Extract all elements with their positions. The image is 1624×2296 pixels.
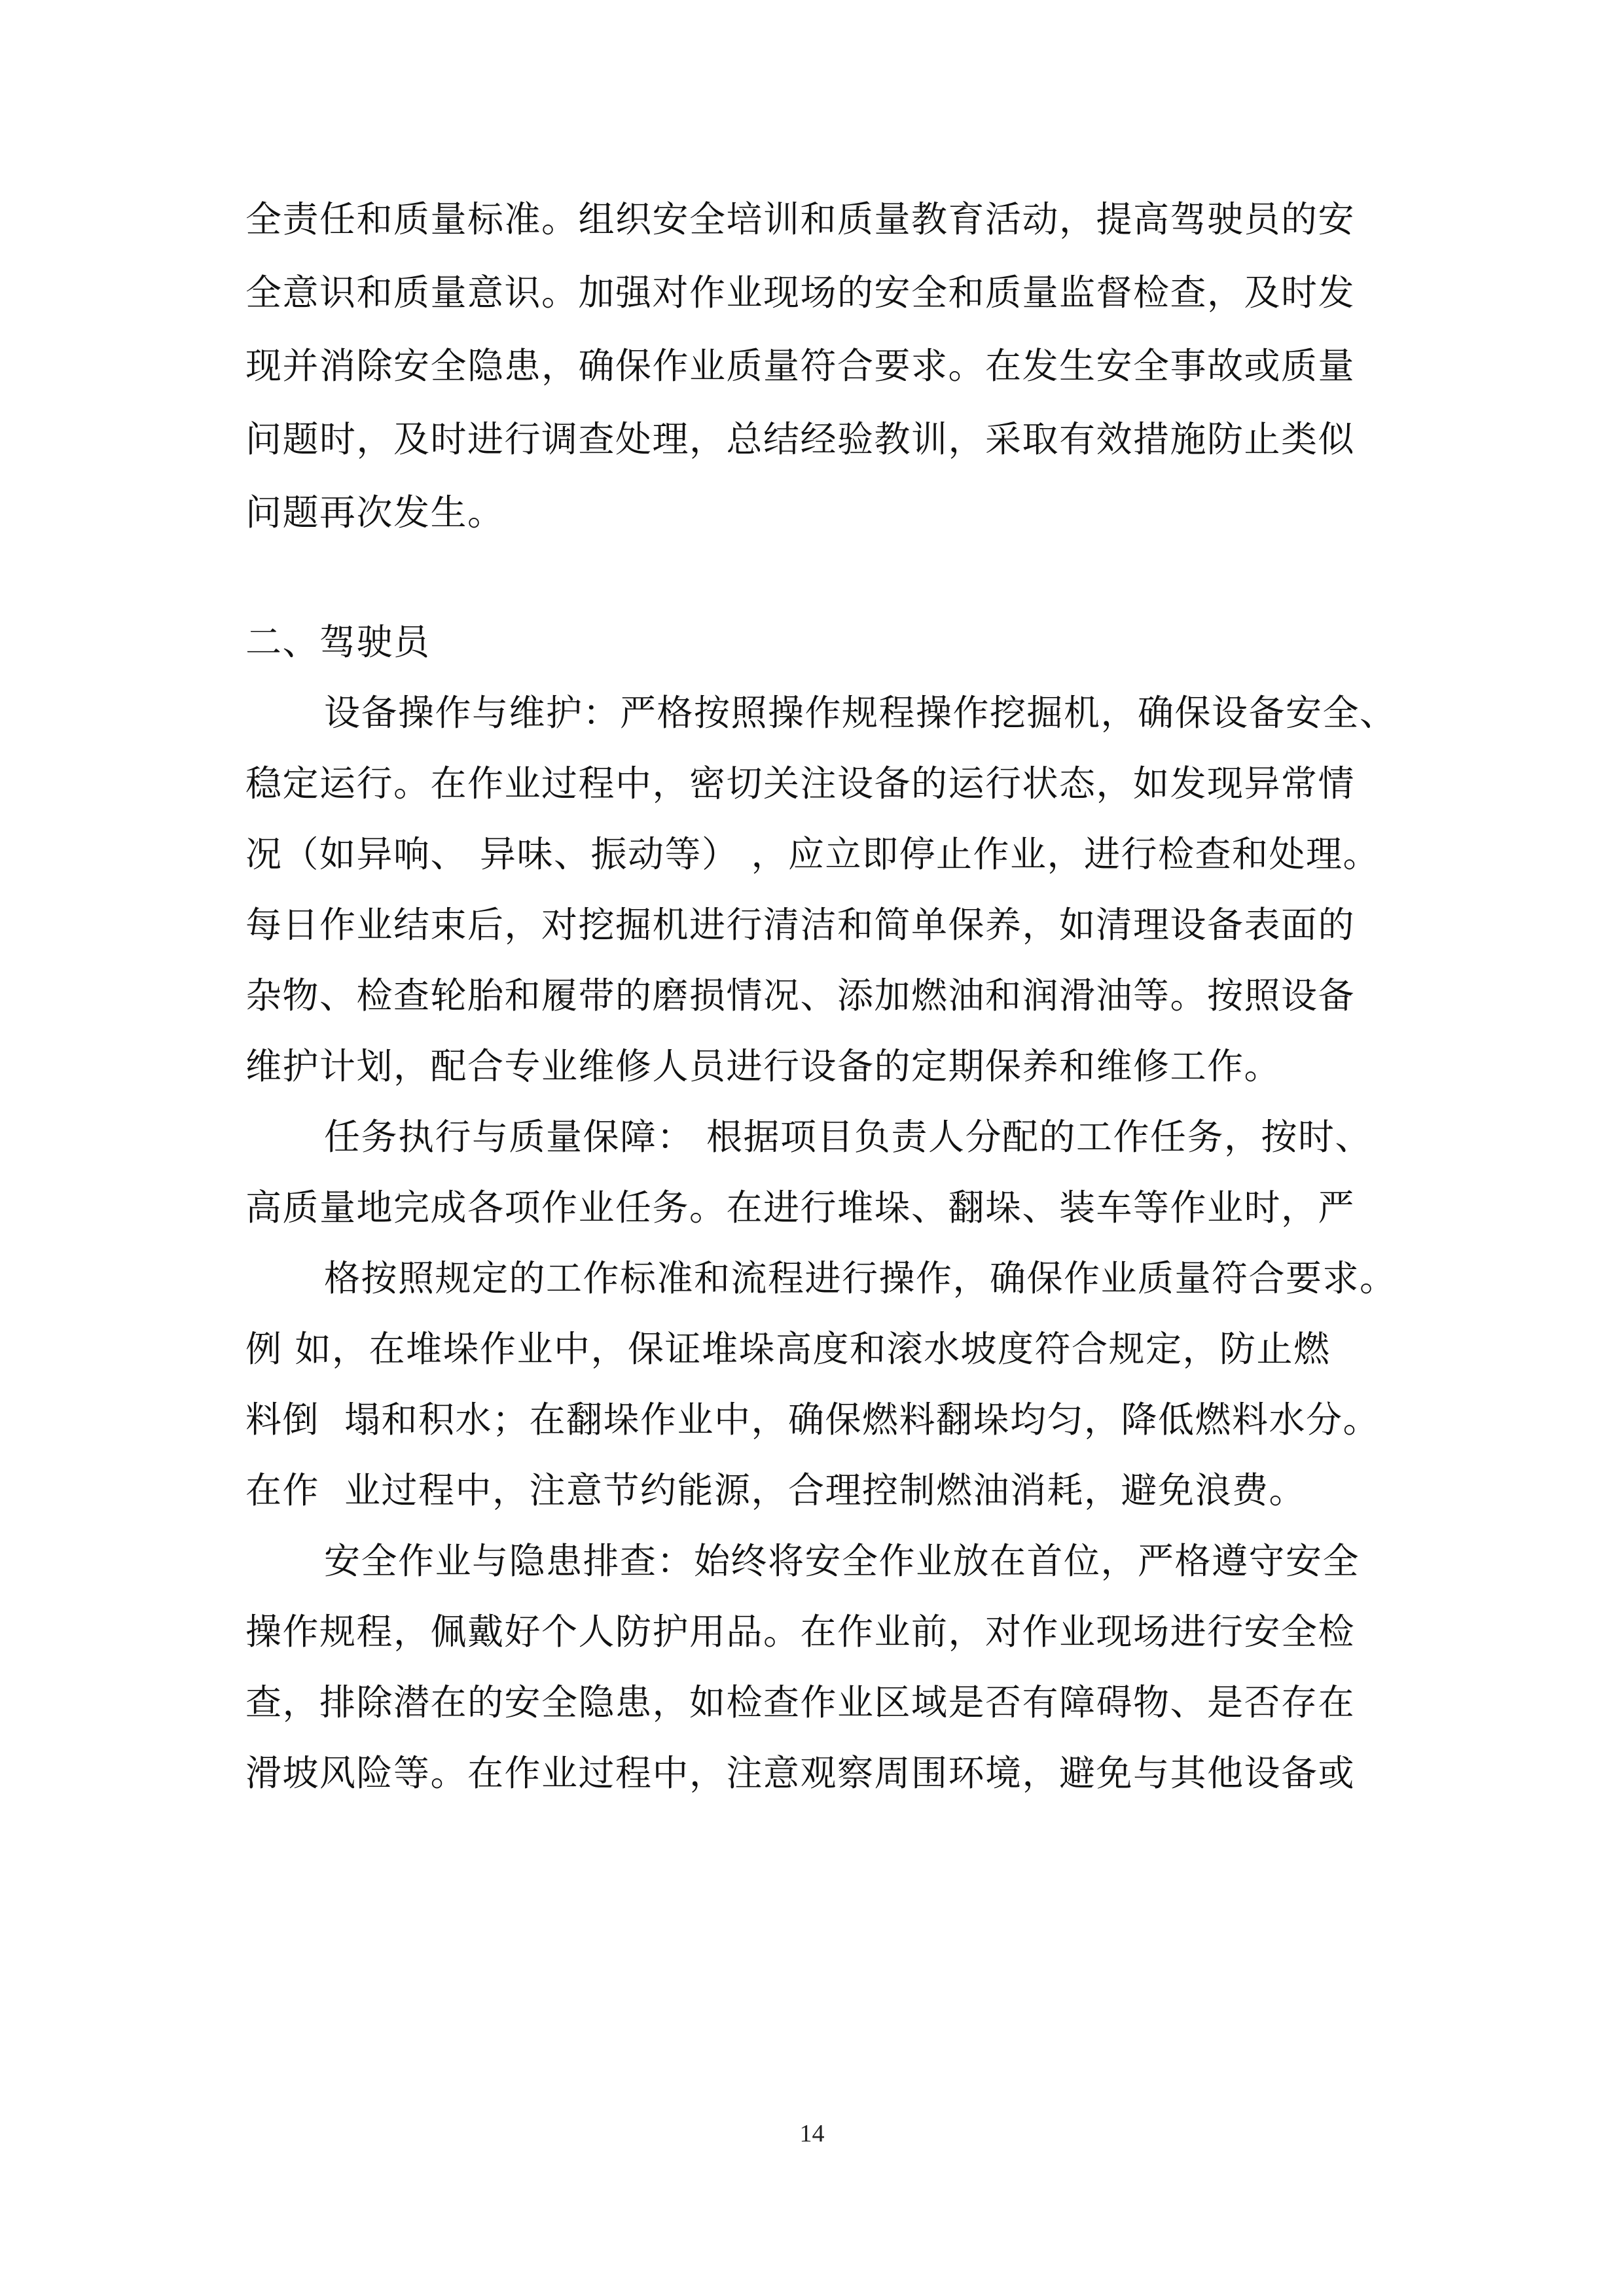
text-line-16: 例 如，在堆垛作业中，保证堆垛高度和滚水坡度符合规定，防止燃 — [245, 1328, 1331, 1370]
text-line-20: 操作规程，佩戴好个人防护用品。在作业前，对作业现场进行安全检 — [245, 1611, 1356, 1653]
text-line-17: 料倒 塌和积水；在翻垛作业中，确保燃料翻垛均匀，降低燃料水分。 — [245, 1399, 1380, 1441]
text-line-22: 滑坡风险等。在作业过程中，注意观察周围环境，避免与其他设备或 — [245, 1752, 1356, 1794]
text-line-4: 问题时，及时进行调查处理，总结经验教训，采取有效措施防止类似 — [245, 418, 1356, 460]
text-line-7: 设备操作与维护：严格按照操作规程操作挖掘机，确保设备安全、 — [324, 692, 1397, 734]
text-line-10: 每日作业结束后，对挖掘机进行清洁和简单保养，如清理设备表面的 — [245, 904, 1356, 946]
text-line-14: 高质量地完成各项作业任务。在进行堆垛、翻垛、装车等作业时，严 — [245, 1187, 1356, 1229]
text-line-9: 况（如异响、 异味、振动等） ，应立即停止作业，进行检查和处理。 — [245, 833, 1380, 875]
text-line-11: 杂物、检查轮胎和履带的磨损情况、添加燃油和润滑油等。按照设备 — [245, 975, 1356, 1016]
text-line-13: 任务执行与质量保障： 根据项目负责人分配的工作任务，按时、 — [324, 1116, 1372, 1158]
text-line-15: 格按照规定的工作标准和流程进行操作，确保作业质量符合要求。 — [324, 1257, 1397, 1299]
text-line-12: 维护计划，配合专业维修人员进行设备的定期保养和维修工作。 — [245, 1045, 1282, 1087]
text-line-5: 问题再次发生。 — [245, 492, 505, 533]
text-line-18: 在作 业过程中，注意节约能源，合理控制燃油消耗，避免浪费。 — [245, 1469, 1306, 1511]
text-line-21: 查，排除潜在的安全隐患，如检查作业区域是否有障碍物、是否存在 — [245, 1681, 1356, 1723]
text-line-8: 稳定运行。在作业过程中，密切关注设备的运行状态，如发现异常情 — [245, 762, 1356, 804]
text-line-19: 安全作业与隐患排查：始终将安全作业放在首位，严格遵守安全 — [324, 1540, 1360, 1582]
text-line-1: 全责任和质量标准。组织安全培训和质量教育活动，提高驾驶员的安 — [245, 198, 1356, 240]
section-heading: 二、驾驶员 — [245, 621, 431, 663]
text-line-3: 现并消除安全隐患，确保作业质量符合要求。在发生安全事故或质量 — [245, 345, 1356, 387]
page-number: 14 — [799, 2120, 825, 2147]
text-line-2: 全意识和质量意识。加强对作业现场的安全和质量监督检查，及时发 — [245, 272, 1356, 314]
